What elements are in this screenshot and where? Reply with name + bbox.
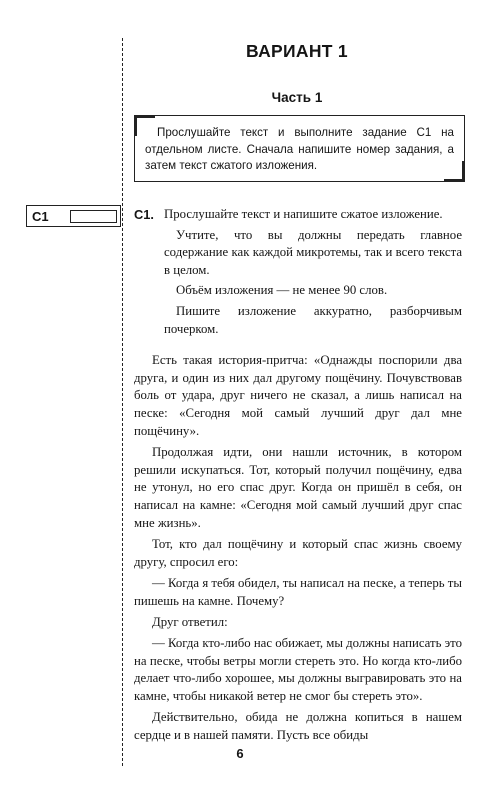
variant-title: ВАРИАНТ 1 (246, 41, 348, 61)
story-paragraph: — Когда кто-либо нас обижает, мы должны написать это на песке, чтобы ветры могли стереть это. Но когда кто-либо делает что-либо хорошее, мы должны выгравировать это на камне, чтобы никакой ветер не смог бы стереть это». (134, 636, 462, 704)
answer-field[interactable] (70, 210, 117, 223)
task-block (134, 206, 462, 341)
answer-box (26, 205, 121, 227)
page-number: 6 (236, 746, 244, 761)
task-paragraph: Учтите, что вы должны передать главное содержание как каждой микротемы, так и всего текста в целом. (164, 227, 462, 277)
story-text (134, 352, 462, 748)
task-paragraph: Объём изложения — не менее 90 слов. (176, 283, 388, 298)
story-paragraph: Продолжая идти, они нашли источник, в котором решили искупаться. Тот, который получил пощёчину, едва не утонул, но его спас друг. Когда он пришёл в себя, он написал на камне: «Сегодня мой самый лучший друг спас мне жизнь». (134, 445, 462, 530)
story-paragraph: Действительно, обида не должна копиться в нашем сердце и в нашей памяти. Пусть все обиды (134, 710, 462, 743)
task-paragraph: Пишите изложение аккуратно, разборчивым почерком. (164, 303, 462, 336)
instruction-box (134, 115, 465, 182)
task-number: С1. (134, 207, 154, 222)
story-paragraph: Есть такая история-притча: «Однажды поспорили два друга, и один из них дал другому пощёчину. Почувствовав боль от удара, друг ничего не сказал, а лишь написал на песке: «Сегодня мой самый лучший друг дал мне пощёчину». (134, 353, 462, 438)
story-paragraph: — Когда я тебя обидел, ты написал на песке, а теперь ты пишешь на камне. Почему? (134, 575, 462, 608)
part-title: Часть 1 (271, 90, 323, 105)
story-paragraph: Тот, кто дал пощёчину и который спас жизнь своему другу, спросил его: (134, 537, 462, 569)
story-paragraph: Друг ответил: (152, 614, 228, 629)
instruction-text: Прослушайте текст и выполните задание С1 на отдельном листе. Сначала напишите номер задания, а затем текст сжатого изложения. (145, 126, 454, 172)
answer-box-label: С1 (32, 208, 49, 224)
margin-dashed-line (122, 38, 123, 766)
task-paragraph: Прослушайте текст и напишите сжатое изложение. (164, 207, 443, 221)
